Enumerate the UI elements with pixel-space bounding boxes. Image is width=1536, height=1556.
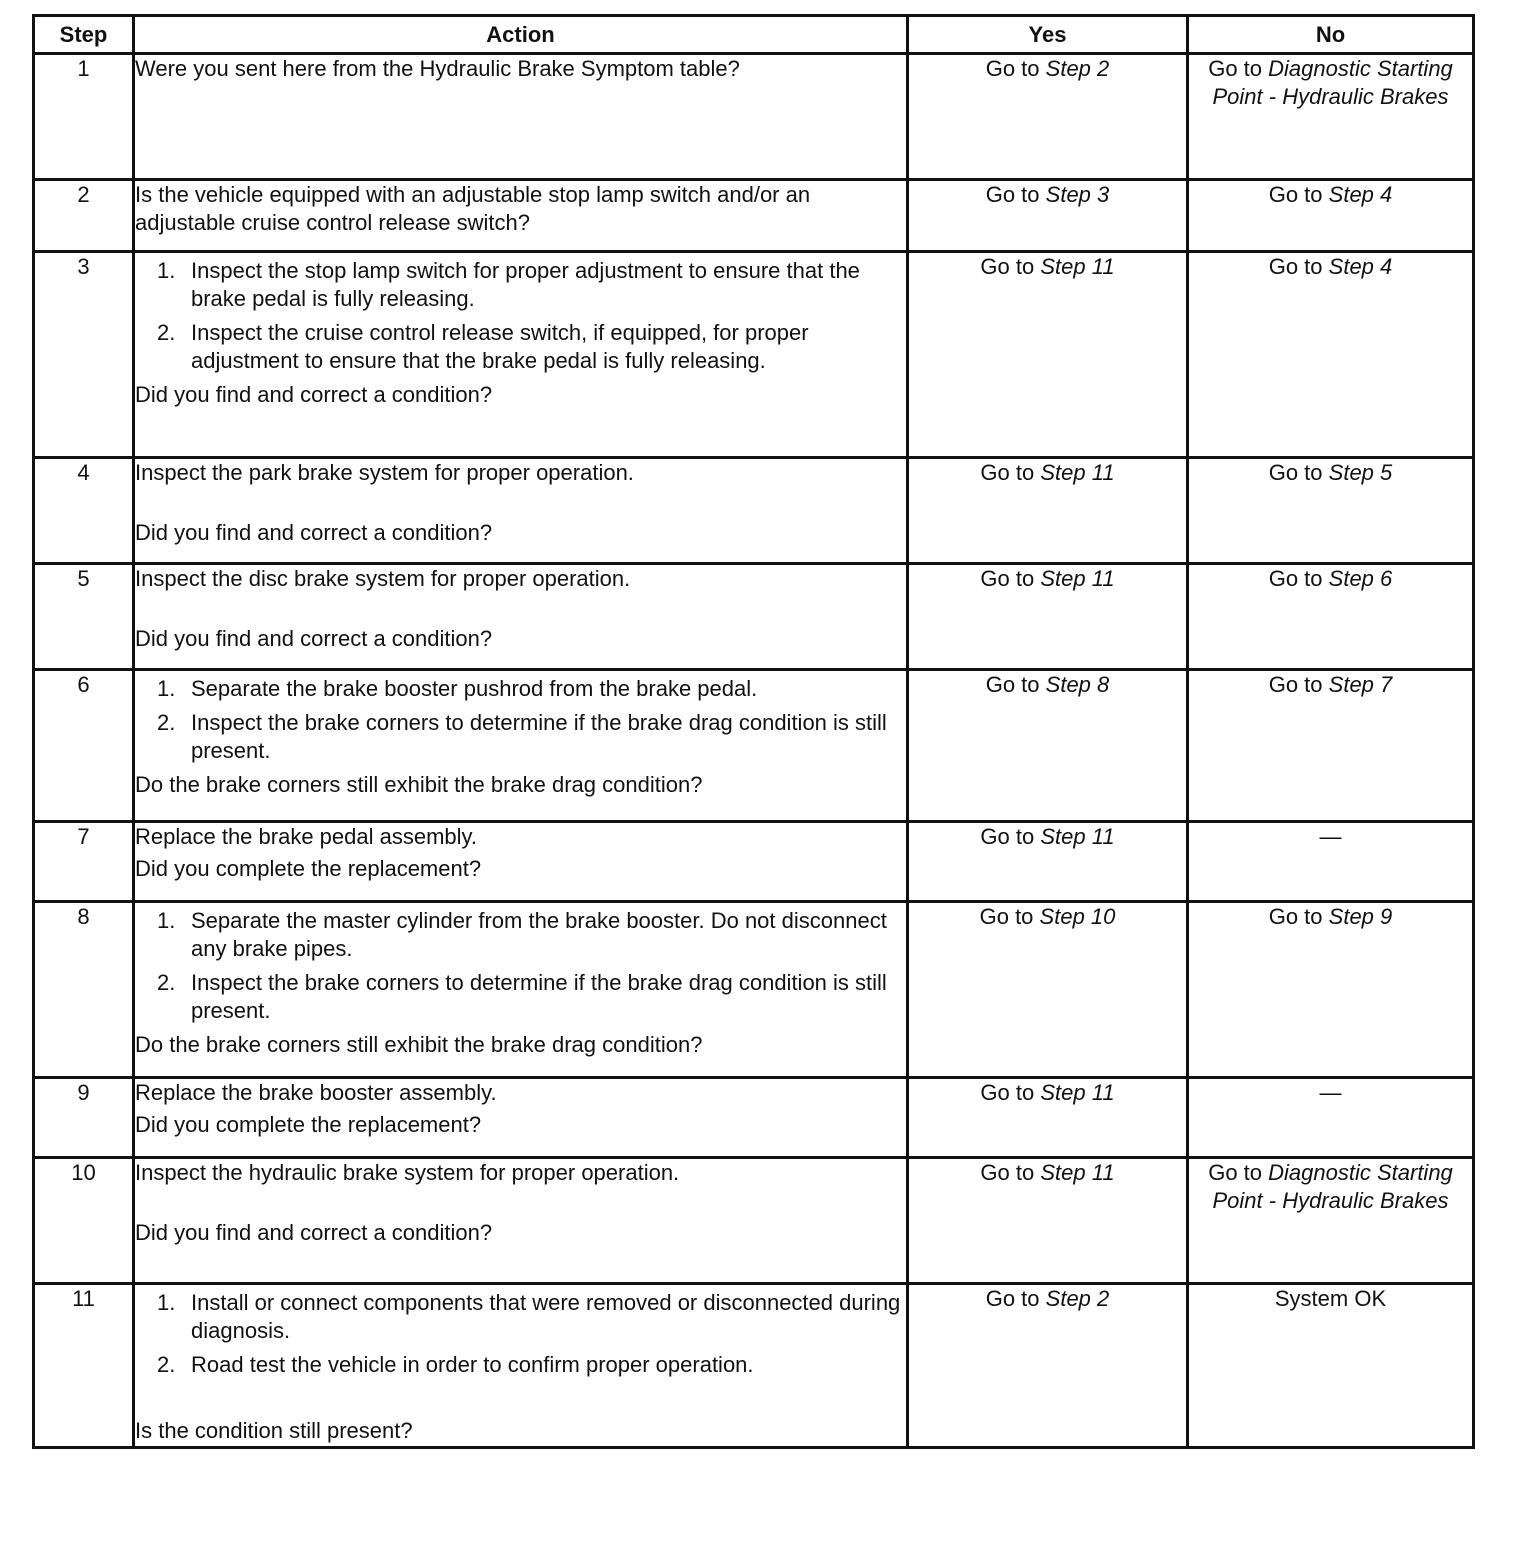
no-answer-text: System OK [1274,1286,1387,1311]
go-to-label: Go to [1268,182,1323,207]
go-to-label: Go to [1268,460,1323,485]
action-text: Inspect the disc brake system for proper operation. [135,566,631,591]
numbered-list [135,1289,906,1379]
no-cell [1188,1078,1474,1158]
table-row [34,902,1474,1078]
action-text: Inspect the park brake system for proper operation. [135,460,634,485]
no-cell [1188,902,1474,1078]
step-number: 11 [34,1284,134,1448]
table-row [34,54,1474,180]
no-cell [1188,458,1474,564]
yes-cell [908,458,1188,564]
step-number: 9 [34,1078,134,1158]
go-to-label: Go to [985,672,1040,697]
action-text: Replace the brake pedal assembly. [135,824,478,849]
table-row [34,564,1474,670]
list-item: 1. Separate the master cylinder from the brake booster. Do not disconnect any brake pipes. [157,908,887,961]
action-question: Do the brake corners still exhibit the brake drag condition? [135,772,703,797]
step-number: 2 [34,180,134,252]
list-item: 1. Install or connect components that were removed or disconnected during diagnosis. [157,1290,901,1343]
no-step-ref: Step 4 [1328,254,1393,279]
action-question: Do the brake corners still exhibit the brake drag condition? [135,1032,703,1057]
action-text: Replace the brake booster assembly. [135,1080,497,1105]
yes-step-ref: Step 11 [1040,566,1115,591]
no-cell [1188,670,1474,822]
header-step: Step [34,16,134,54]
yes-step-ref: Step 10 [1039,904,1116,929]
header-no: No [1188,16,1474,54]
yes-cell [908,1158,1188,1284]
go-to-label: Go to [985,182,1040,207]
yes-cell [908,180,1188,252]
step-number: 8 [34,902,134,1078]
yes-step-ref: Step 2 [1045,56,1110,81]
action-question: Did you complete the replacement? [135,1112,482,1137]
no-step-ref: Step 7 [1328,672,1393,697]
go-to-label: Go to [980,1160,1035,1185]
numbered-list [135,907,906,1025]
go-to-label: Go to [1268,672,1323,697]
list-item: 2. Road test the vehicle in order to confirm proper operation. [157,1352,754,1377]
no-cell [1188,822,1474,902]
action-text: Is the vehicle equipped with an adjustable stop lamp switch and/or an adjustable cruise control release switch? [135,182,811,235]
go-to-label: Go to [1268,904,1323,929]
action-cell [134,1158,908,1284]
step-number: 10 [34,1158,134,1284]
go-to-label: Go to [980,460,1035,485]
header-row [34,16,1474,54]
go-to-label: Go to [979,904,1034,929]
action-cell [134,458,908,564]
yes-step-ref: Step 2 [1045,1286,1110,1311]
go-to-label: Go to [985,1286,1040,1311]
no-step-ref: Step 9 [1328,904,1393,929]
go-to-label: Go to [1268,566,1323,591]
go-to-label: Go to [1268,254,1323,279]
table-row [34,670,1474,822]
action-text: Inspect the hydraulic brake system for proper operation. [135,1160,680,1185]
list-item: 2. Inspect the brake corners to determine if the brake drag condition is still present. [157,970,887,1023]
no-step-ref: Step 5 [1328,460,1393,485]
action-cell [134,822,908,902]
list-item: 2. Inspect the cruise control release switch, if equipped, for proper adjustment to ensure that the brake pedal is fully releasing. [157,320,809,373]
yes-cell [908,1284,1188,1448]
action-cell [134,1078,908,1158]
no-cell [1188,564,1474,670]
list-item: 1. Separate the brake booster pushrod from the brake pedal. [157,676,758,701]
yes-step-ref: Step 11 [1040,254,1115,279]
table-row [34,822,1474,902]
go-to-label: Go to [980,254,1035,279]
yes-cell [908,252,1188,458]
no-answer-dash: — [1319,1080,1342,1105]
action-cell [134,1284,908,1448]
table-row [34,1284,1474,1448]
no-step-ref: Step 6 [1328,566,1393,591]
yes-cell [908,564,1188,670]
no-cell [1188,1284,1474,1448]
diagnostic-table [32,14,1475,1449]
table-row [34,1078,1474,1158]
step-number: 7 [34,822,134,902]
yes-step-ref: Step 11 [1040,1160,1115,1185]
table-row [34,252,1474,458]
action-text: Were you sent here from the Hydraulic Brake Symptom table? [135,56,740,81]
no-cell [1188,180,1474,252]
action-question: Did you find and correct a condition? [135,520,493,545]
go-to-label: Go to [1208,1160,1263,1185]
yes-step-ref: Step 3 [1045,182,1110,207]
no-cell [1188,1158,1474,1284]
action-question: Did you find and correct a condition? [135,1220,493,1245]
action-cell [134,670,908,822]
table-row [34,1158,1474,1284]
go-to-label: Go to [985,56,1040,81]
list-item: 2. Inspect the brake corners to determine if the brake drag condition is still present. [157,710,887,763]
step-number: 3 [34,252,134,458]
action-question: Did you find and correct a condition? [135,382,493,407]
action-question: Did you complete the replacement? [135,856,482,881]
yes-step-ref: Step 11 [1040,1080,1115,1105]
table-row [34,180,1474,252]
action-cell [134,54,908,180]
no-step-ref: Diagnostic Starting Point - Hydraulic Brakes [1212,56,1453,109]
yes-cell [908,670,1188,822]
numbered-list [135,675,906,765]
no-cell [1188,252,1474,458]
no-step-ref: Diagnostic Starting Point - Hydraulic Brakes [1212,1160,1453,1213]
header-action: Action [134,16,908,54]
go-to-label: Go to [980,1080,1035,1105]
yes-cell [908,54,1188,180]
table-row [34,458,1474,564]
no-answer-dash: — [1319,824,1342,849]
step-number: 6 [34,670,134,822]
list-item: 1. Inspect the stop lamp switch for proper adjustment to ensure that the brake pedal is fully releasing. [157,258,860,311]
go-to-label: Go to [980,566,1035,591]
go-to-label: Go to [1208,56,1263,81]
yes-step-ref: Step 11 [1040,460,1115,485]
go-to-label: Go to [980,824,1035,849]
action-cell [134,564,908,670]
yes-cell [908,822,1188,902]
step-number: 4 [34,458,134,564]
action-cell [134,180,908,252]
yes-step-ref: Step 8 [1045,672,1110,697]
action-cell [134,252,908,458]
step-number: 5 [34,564,134,670]
yes-cell [908,902,1188,1078]
yes-cell [908,1078,1188,1158]
action-question: Did you find and correct a condition? [135,626,493,651]
yes-step-ref: Step 11 [1040,824,1115,849]
no-cell [1188,54,1474,180]
step-number: 1 [34,54,134,180]
action-question: Is the condition still present? [135,1418,413,1443]
numbered-list [135,257,906,375]
no-step-ref: Step 4 [1328,182,1393,207]
action-cell [134,902,908,1078]
header-yes: Yes [908,16,1188,54]
